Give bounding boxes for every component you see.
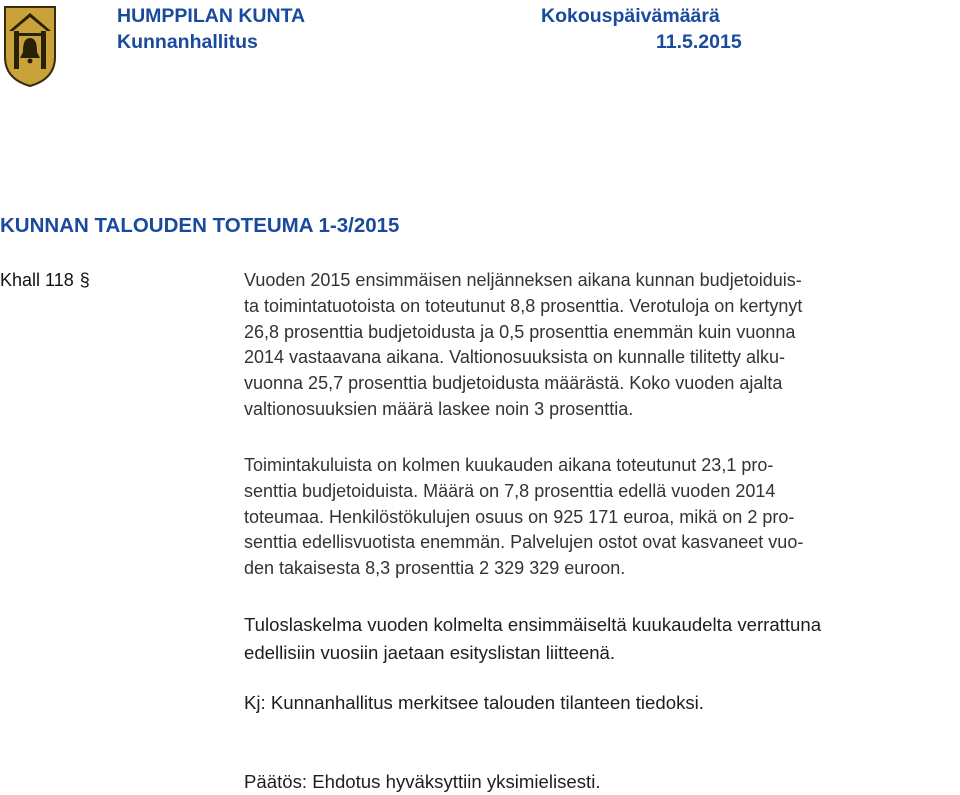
coat-of-arms-logo	[3, 5, 57, 88]
meeting-date-value: 11.5.2015	[656, 31, 742, 53]
section-number: Khall 118	[0, 270, 74, 290]
section-reference	[0, 268, 90, 292]
body-paragraph-attachment: Tuloslaskelma vuoden kolmelta ensimmäiseltä kuukaudelta verrattuna edellisiin vuosiin jaetaan esityslistan liitteenä.	[244, 614, 822, 663]
organization-name: HUMPPILAN KUNTA	[117, 5, 306, 27]
body-paragraph-expenses: Toimintakuluista on kolmen kuukauden aikana toteutunut 23,1 pro- senttia budjetoiduista. Määrä on 7,8 prosenttia edellä vuoden 2014 toteumaa. Henkilöstökulujen osuus on 925 171 euroa, mikä on 2 pro- senttia edellisvuotista enemmän. Palvelujen ostot ovat kasvaneet vuo- den takaisesta 8,3 prosenttia 2 329 329 euroon.	[244, 455, 804, 579]
body-paragraph-revenue: Vuoden 2015 ensimmäisen neljänneksen aikana kunnan budjetoiduis- ta toimintatuotoista on toteutunut 8,8 prosenttia. Verotuloja on kertynyt 26,8 prosenttia budjetoidusta ja 0,5 prosenttia enemmän kuin vuonna 2014 vastaavana aikana. Valtionosuuksista on kunnalle tilitetty alku- vuonna 25,7 prosenttia budjetoidusta määrästä. Koko vuoden ajalta valtionosuuksien määrä laskee noin 3 prosenttia.	[244, 270, 803, 419]
proposal-text: Kj: Kunnanhallitus merkitsee talouden tilanteen tiedoksi.	[244, 692, 704, 713]
bell-tower-post-left	[14, 31, 19, 69]
bell-tower-beam	[19, 33, 41, 36]
bell-tower-post-right	[41, 31, 46, 69]
meeting-body: Kunnanhallitus	[117, 31, 258, 53]
section-sign-icon: §	[79, 270, 90, 290]
document-title: KUNNAN TALOUDEN TOTEUMA 1-3/2015	[0, 214, 400, 237]
bell-clapper	[28, 59, 33, 64]
meeting-date-label: Kokouspäivämäärä	[541, 5, 720, 27]
decision-text: Päätös: Ehdotus hyväksyttiin yksimielisesti.	[244, 771, 601, 792]
